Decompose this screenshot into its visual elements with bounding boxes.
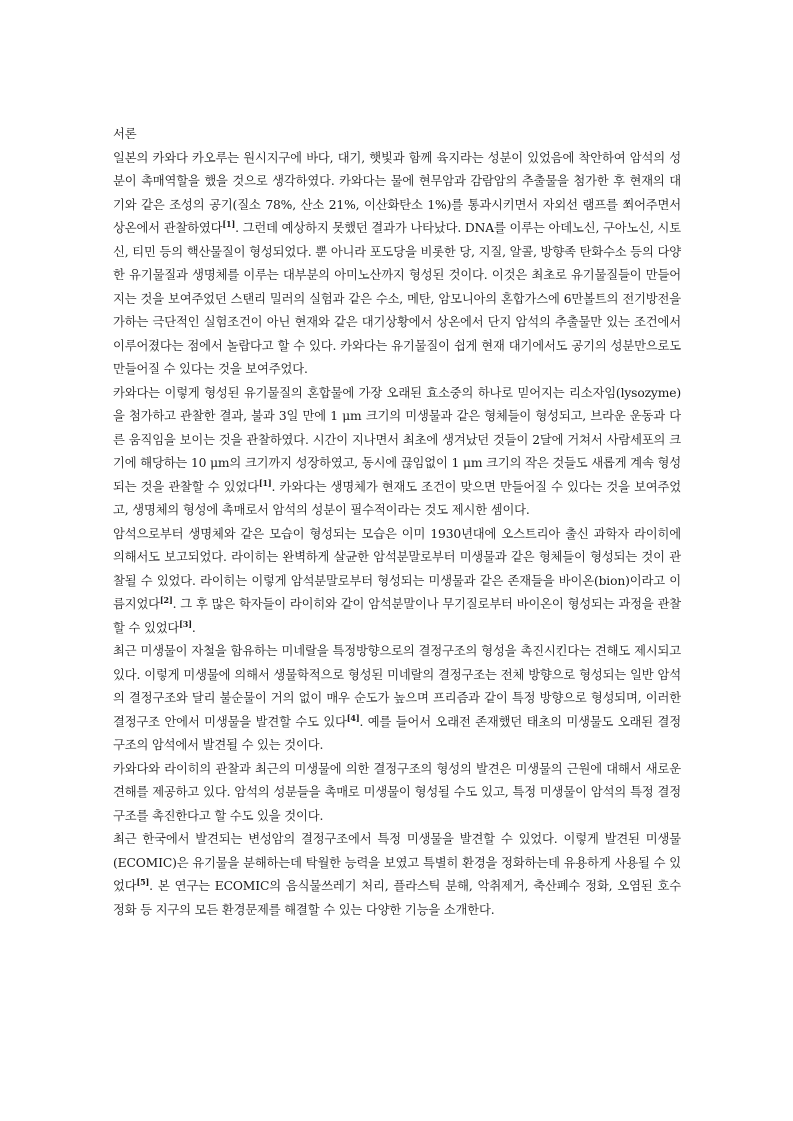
citation-reference: [2] [159, 595, 173, 605]
paragraph-text: 카와다와 라이히의 관찰과 최근의 미생물에 의한 결정구조의 형성의 발견은 미생물의 근원에 대해서 새로운 견해를 제공하고 있다. 암석의 성분들을 촉매로 미생물이 형성될 수도 있고, 특정 미생물이 암석의 특정 결정구조를 촉진한다고 할 수도 있을 것이다. [113, 761, 681, 823]
paragraph-text: . 본 연구는 ECOMIC의 음식물쓰레기 처리, 플라스틱 분해, 악취제거, 축산폐수 정화, 오염된 호수 정화 등 지구의 모든 환경문제를 해결할 수 있는 다양한 기능을 소개한다. [113, 879, 681, 917]
paragraph-text: 카와다는 이렇게 형성된 유기물질의 혼합물에 가장 오래된 효소중의 하나로 믿어지는 리소자임(lysozyme)을 첨가하고 관찰한 결과, 불과 3일 만에 1 μm 크기의 미생물과 같은 형체들이 형성되고, 브라운 운동과 다른 움직임을 보이는 것을 관찰하였다. 시간이 지나면서 최초에 생겨났던 것들이 2달에 거쳐서 사람세포의 크기에 해당하는 10 μm의 크기까지 성장하였고, 동시에 끊임없이 1 μm 크기의 작은 것들도 새롭게 계속 형성되는 것을 관찰할 수 있었다 [113, 385, 681, 494]
citation-reference: [1] [222, 219, 236, 229]
body-paragraph [113, 758, 681, 829]
citation-reference: [3] [179, 618, 192, 629]
citation-reference: [5] [136, 877, 150, 887]
paragraph-text: . 카와다는 생명체가 현재도 조건이 맞으면 만들어질 수 있다는 것을 보여주었고, 생명체의 형성에 촉매로서 암석의 성분이 필수적이라는 것도 제시한 셈이다. [113, 479, 681, 517]
paragraph-text: 암석으로부터 생명체와 같은 모습이 형성되는 모습은 이미 1930년대에 오스트리아 출신 과학자 라이히에 의해서도 보고되었다. 라이히는 완벽하게 살균한 암석분말로부터 미생물과 같은 형체들이 형성되는 것이 관찰될 수 있었다. 라이히는 이렇게 암석분말로부터 형성되는 미생물과 같은 존재들을 바이온(bion)이라고 이름지었다 [113, 526, 681, 611]
paragraph-text: . [191, 620, 196, 635]
paragraph-text: 일본의 카와다 카오루는 원시지구에 바다, 대기, 햇빛과 함께 육지라는 성분이 있었음에 착안하여 암석의 성분이 촉매역할을 했을 것으로 생각하였다. 카와다는 물에 현무암과 감람암의 추출물을 첨가한 후 현재의 대기와 같은 조성의 공기(질소 78%, 산소 21%, 이산화탄소 1%)를 통과시키면서 자외선 램프를 쬐어주면서 상온에서 관찰하였다 [113, 150, 681, 235]
body-paragraph [113, 828, 681, 922]
paragraph-text: 최근 미생물이 자철을 함유하는 미네랄을 특정방향으로의 결정구조의 형성을 촉진시킨다는 견해도 제시되고 있다. 이렇게 미생물에 의해서 생물학적으로 형성된 미네랄의 결정구조는 전체 방향으로 형성되는 일반 암석의 결정구조와 달리 불순물이 거의 없이 매우 순도가 높으며 프리즘과 같이 특정 방향으로 형성되며, 이러한 결정구조 안에서 미생물을 발견할 수도 있다 [113, 644, 681, 729]
citation-reference: [1] [258, 477, 272, 488]
body-paragraph [113, 640, 681, 758]
paragraph-text: . 그 후 많은 학자들이 라이히와 같이 암석분말이나 무기질로부터 바이온이 형성되는 과정을 관찰할 수 있었다 [113, 597, 681, 635]
body-paragraph [113, 147, 681, 382]
citation-reference: [4] [346, 712, 360, 723]
body-paragraph [113, 523, 681, 641]
section-heading: 서론 [113, 127, 137, 141]
paragraph-text: 최근 한국에서 발견되는 변성암의 결정구조에서 특정 미생물을 발견할 수 있었다. 이렇게 발견된 미생물(ECOMIC)은 유기물을 분해하는데 탁월한 능력을 보였고 특별히 환경을 정화하는데 유용하게 사용될 수 있었다 [113, 832, 681, 893]
document-page [113, 123, 681, 922]
paragraph-text: . 그런데 예상하지 못했던 결과가 나타났다. DNA를 이루는 아데노신, 구아노신, 시토신, 티민 등의 핵산물질이 형성되었다. 뿐 아니라 포도당을 비롯한 당, 지질, 알콜, 방향족 탄화수소 등의 다양한 유기물질과 생명체를 이루는 대부분의 아미노산까지 형성된 것이다. 이것은 최초로 유기물질들이 만들어지는 것을 보여주었던 스탠리 밀러의 실험과 같은 수소, 메탄, 암모니아의 혼합가스에 6만볼트의 전기방전을 가하는 극단적인 실험조건이 아닌 현재와 같은 대기상황에서 상온에서 단지 암석의 추출물만 있는 조건에서 이루어졌다는 점에서 놀랍다고 할 수 있다. 카와다는 유기물질이 쉽게 현재 대기에서도 공기의 성분만으로도 만들어질 수 있다는 것을 보여주었다. [113, 221, 681, 376]
body-text [113, 147, 681, 923]
paragraph-text: . 예를 들어서 오래전 존재했던 태초의 미생물도 오래된 결정구조의 암석에서 발견될 수 있는 것이다. [113, 714, 681, 752]
body-paragraph [113, 382, 681, 523]
